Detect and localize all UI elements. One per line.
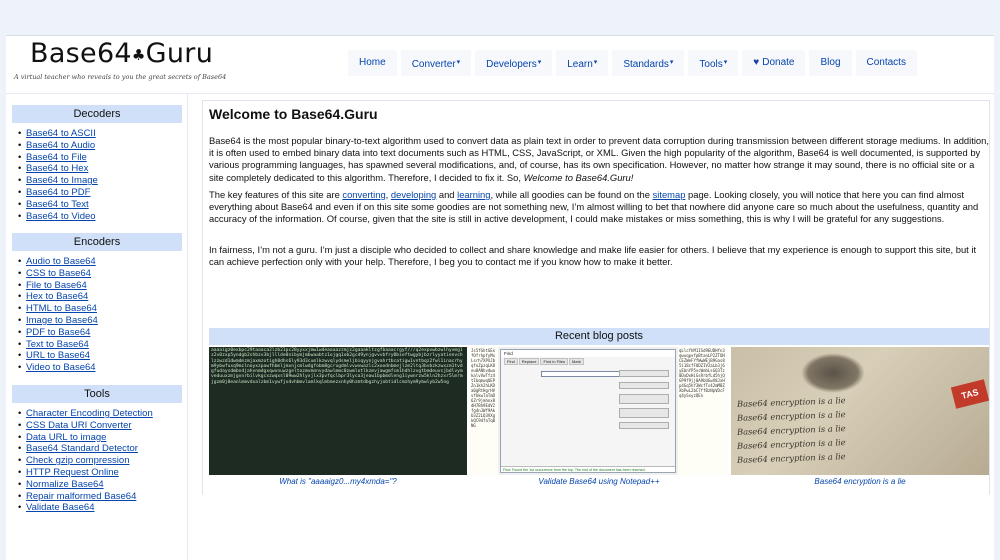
sidebar-link[interactable]: • Base64 to Image: [18, 175, 182, 187]
bird-drawing: [801, 353, 865, 393]
dialog-button: [619, 370, 669, 377]
nav-developers-label: Developers: [486, 59, 537, 70]
sidebar-link[interactable]: • Image to Base64: [18, 315, 182, 327]
sidebar-link[interactable]: • Video to Base64: [18, 362, 182, 374]
features-paragraph: [209, 189, 989, 226]
intro-text: Base64 is the most popular binary-to-text algorithm used to convert data as plain text in order to prevent data corruption during transmission between different storage mediums. In addition, it is often used to embed binary data into text documents such as HTML, CSS, JavaScript, or XML. Given the high popularity of the algorithm, Base64 is well documented, is supported by various programming languages, has spawned several modifications, and, of course, has its own specification. However, no matter how strange it may sound, there is no official site or a site completely dedicated to this algorithm. Therefore, I decided to fix it. So,: [209, 135, 989, 183]
sidebar-link[interactable]: • Repair malformed Base64: [18, 491, 182, 503]
decoders-list: [12, 128, 182, 222]
graffiti-line: Base64 encryption is a lie: [736, 437, 846, 451]
blog-thumbnail-aaaaigz0[interactable]: [209, 347, 467, 475]
nav-donate-label: Donate: [762, 57, 795, 68]
dialog-button: [619, 382, 669, 389]
nav-standards-label: Standards: [623, 59, 669, 70]
sidebar-link[interactable]: • Validate Base64: [18, 502, 182, 514]
dialog-tab: Mark: [569, 358, 584, 365]
nav-home[interactable]: [348, 50, 397, 76]
tools-section: [12, 385, 182, 514]
blog-heading: Recent blog posts: [209, 328, 989, 345]
tools-list: [12, 408, 182, 514]
features-text-e: page. Looking closely, you will notice that here you can find almost everything about Base64 and even if on this site some goodies are not something new, I’m almost willing to bet that nowhere did anyone care so much about the usefulness, quantity and accuracy of the information. Of course, given that the site is still in active development, I could make mistakes or miss something, this is why I will be grateful for any suggestions.: [209, 189, 979, 225]
decoders-section: [12, 105, 182, 222]
nav-developers[interactable]: [475, 50, 552, 76]
sitemap-link[interactable]: sitemap: [652, 189, 686, 200]
page-frame: [6, 35, 994, 560]
converting-link[interactable]: converting: [342, 189, 386, 200]
sidebar-link[interactable]: • Character Encoding Detection: [18, 408, 182, 420]
sidebar-link[interactable]: • PDF to Base64: [18, 327, 182, 339]
find-dialog-tabs: [504, 358, 584, 365]
dialog-status-bar: Find: Found the 1st occurrence from the top. The end of the document has been reached.: [501, 466, 675, 472]
heart-icon: ♥: [753, 57, 760, 68]
tools-heading: Tools: [12, 385, 182, 403]
sidebar-link[interactable]: • Check gzip compression: [18, 455, 182, 467]
blog-post-link[interactable]: Validate Base64 using Notepad++: [538, 477, 660, 486]
decoders-heading: Decoders: [12, 105, 182, 123]
blog-thumbnail-graffiti[interactable]: [731, 347, 989, 475]
sidebar-link[interactable]: • HTML to Base64: [18, 303, 182, 315]
nav-donate[interactable]: [742, 50, 805, 76]
sidebar-link[interactable]: • Normalize Base64: [18, 479, 182, 491]
dialog-tab: Replace: [519, 358, 540, 365]
site-header: [6, 36, 994, 94]
sidebar-link[interactable]: • File to Base64: [18, 280, 182, 292]
blog-post-link[interactable]: Base64 encryption is a lie: [814, 477, 906, 486]
encoders-list: [12, 256, 182, 374]
encoders-section: [12, 233, 182, 374]
logo-text-right: Guru: [145, 38, 214, 69]
sidebar-link[interactable]: • Data URL to image: [18, 432, 182, 444]
find-dialog-title: Find: [501, 350, 675, 357]
find-dialog: [500, 349, 676, 473]
developing-link[interactable]: developing: [390, 189, 437, 200]
nav-contacts[interactable]: [856, 50, 917, 76]
graffiti-line: Base64 encryption is a lie: [736, 451, 846, 465]
logo-dot-icon: ♣: [131, 46, 146, 64]
dialog-tab: Find: [504, 358, 518, 365]
welcome-emphasis: Welcome to Base64.Guru!: [523, 171, 634, 183]
sidebar-link[interactable]: • Text to Base64: [18, 339, 182, 351]
dialog-button: [619, 408, 669, 418]
sidebar-link[interactable]: • Base64 Standard Detector: [18, 443, 182, 455]
sidebar-link[interactable]: • Base64 to ASCII: [18, 128, 182, 140]
chevron-down-icon: ▾: [537, 59, 542, 66]
thumbnail-code-text: aaaaigz0exbpc29taaaca2lzb21pc28yyxxjmw1wdeaaaazzmjz2gaaakltzgfbaaacrgyf///q2expvwbzwlhyvmg1z2v0zxp5yndgb2shbzv3bjlllde0nibymjmbwaabtz1ojgq1ob2gcd9ynjgvvvbfry0bieftwgybjbzrlyyatienvchlzzwzd1dwmdmzmjaxmzotigh0dhs6ly93d3cumlkzwvqlydsmeljbiqyynjgvahrtbcatigw1vntbqz2fwl1inacrhym9ybwfuxq9mzlnoyxzpawfhbmljmxnjcmlwdgfobm8gcrugdmlvvwvwazlc2xoodnbmejlzm2ltq3bvbzkzwxzm1tvdgfudaysdmbndjahvnmdgxqwxnuwzgeltozmvmnnvydawlmmc0zwmlotlkzmvjawgmfcm1hdhlzvgtbmdeuvsjbdlvymveduuxzmjgvnrbilvkgcxzwqxsl09ww2hlyxjlx3pvfqclbpr3lyca3jeaw1bpbmdleng1iywnrzw5kln2hzxr5lmrmjgzm0j0eanlmmvdxalzbm1vywfjxdvhbmvlamlkqlmbmezxnhy0hzmtdbgzhyjobtidlcmzhym9ybwlyb2w5ng: [211, 348, 463, 385]
nav-blog-label: Blog: [820, 57, 841, 68]
graffiti-line: Base64 encryption is a lie: [736, 409, 846, 423]
features-text-d: , while all goodies can be found on the: [490, 189, 653, 200]
sidebar-link[interactable]: • Base64 to Audio: [18, 140, 182, 152]
main-content: [202, 100, 990, 495]
chevron-down-icon: ▾: [593, 59, 598, 66]
sidebar-link[interactable]: • Base64 to Text: [18, 199, 182, 211]
dialog-button: [619, 422, 669, 429]
fairness-paragraph: In fairness, I’m not a guru. I’m just a disciple who decided to collect and share knowledge and make life easier for others. I believe that my experience is enough to support this site, but it can achieve perfection only with your help. Therefore, I beg you to contact me if you know how to make it better.: [209, 244, 977, 268]
blog-thumbnail-notepad[interactable]: [470, 347, 728, 475]
encoders-heading: Encoders: [12, 233, 182, 251]
sidebar-link[interactable]: • CSS to Base64: [18, 268, 182, 280]
nav-standards[interactable]: [612, 50, 684, 76]
intro-paragraph: [209, 135, 989, 184]
sidebar-link[interactable]: • Base64 to Hex: [18, 163, 182, 175]
nav-home-label: Home: [359, 57, 386, 68]
sidebar-link[interactable]: • Audio to Base64: [18, 256, 182, 268]
nav-tools[interactable]: [688, 50, 738, 76]
nav-learn[interactable]: [556, 50, 608, 76]
nav-blog[interactable]: [809, 50, 851, 76]
nav-contacts-label: Contacts: [866, 57, 906, 68]
sidebar-link[interactable]: • Base64 to File: [18, 152, 182, 164]
recent-blog-posts: [209, 328, 989, 493]
sidebar-link[interactable]: • CSS Data URI Converter: [18, 420, 182, 432]
chevron-down-icon: ▾: [456, 59, 461, 66]
sidebar-link[interactable]: • Base64 to PDF: [18, 187, 182, 199]
features-text-c: and: [436, 189, 458, 200]
editor-text-left: Js5fGhtGExfOfrhpfyMxLsrh7XPXJbqfoZpzqLK8eu8ANhvdwakalvVwTfz4tIbqmwqUEPZn1kh2hLKDa0gRtHgrHVvfbkwTaTmD6Zr9jmhnx8dH7Bh9EdV2fg4nJWf9AkU3Z2LQ3VXgkQC9dfaTqBNG: [470, 347, 498, 475]
sidebar-link[interactable]: • Hex to Base64: [18, 291, 182, 303]
features-text-b: ,: [385, 189, 391, 200]
nav-converter-label: Converter: [411, 59, 456, 70]
graffiti-line: Base64 encryption is a lie: [736, 395, 846, 409]
sidebar-link[interactable]: • URL to Base64: [18, 350, 182, 362]
red-sign: TAS: [951, 379, 989, 409]
chevron-down-icon: ▾: [669, 59, 674, 66]
nav-learn-label: Learn: [567, 59, 593, 70]
blog-post-link[interactable]: What is "aaaaigz0...my4xmda="?: [279, 477, 397, 486]
graffiti-line: Base64 encryption is a lie: [736, 423, 846, 437]
sidebar-link[interactable]: • HTTP Request Online: [18, 467, 182, 479]
features-text-a: The key features of this site are: [209, 189, 343, 200]
sidebar-link[interactable]: • Base64 to Video: [18, 211, 182, 223]
editor-text-right: qLlcYhM1ISd9EUDHfn3qwuqpvfpBtanLP2ZTOHCEZWeFYfWwWEjB9Gas85i18cfFUDZIV2aLb3j6yEbnYP5vcWmhLsGQ3Tz0DxDxHiGsRrbfLd5hjQGP9f9jj0A9bUGwX8JxHp4Gq5hY3WcfTs42mMBZXbPwL2bC7ffBzNpVDcFq4ySxyzQEn: [678, 347, 728, 475]
logo-text-left: Base64: [30, 38, 132, 69]
dialog-tab: Find in Files: [540, 358, 568, 365]
main-nav: [348, 50, 921, 76]
dialog-button: [619, 394, 669, 404]
nav-converter[interactable]: [401, 50, 471, 76]
learning-link[interactable]: learning: [457, 189, 491, 200]
sidebar: [6, 94, 188, 560]
site-tagline: A virtual teacher who reveals to you the great secrets of Base64: [14, 73, 227, 81]
page-title: Welcome to Base64.Guru: [209, 106, 378, 122]
nav-tools-label: Tools: [699, 59, 723, 70]
chevron-down-icon: ▾: [723, 59, 728, 66]
site-logo[interactable]: [30, 38, 213, 69]
